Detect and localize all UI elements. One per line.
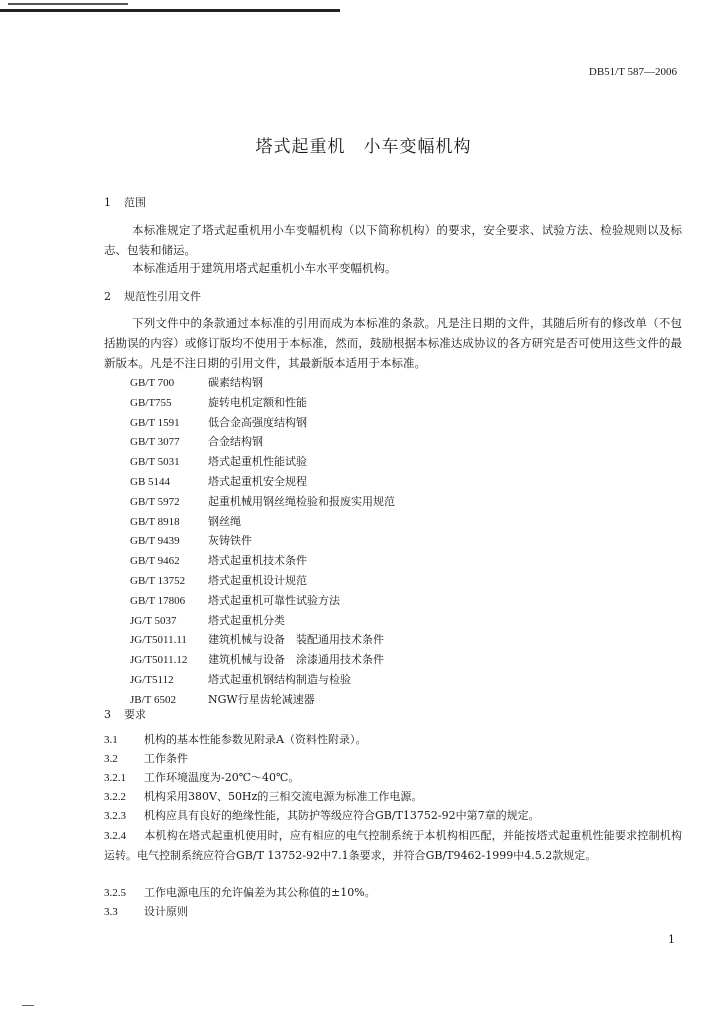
reference-code: JG/T 5037 <box>130 614 177 627</box>
clause-number: 3.2 <box>104 753 118 765</box>
clause-number: 3.3 <box>104 906 118 918</box>
section-heading-1 <box>104 194 146 210</box>
paragraph: 本标准规定了塔式起重机用小车变幅机构（以下简称机构）的要求，安全要求、试验方法、检验规则以及标志、包装和储运。 <box>104 223 682 257</box>
reference-code: GB/T 9439 <box>130 535 180 548</box>
reference-item <box>130 393 395 413</box>
clause-number: 3.1 <box>104 734 118 746</box>
reference-code: GB/T 700 <box>130 377 175 389</box>
clause-3-2-3 <box>104 807 540 823</box>
reference-item <box>130 591 395 611</box>
page-number: 1 <box>668 933 675 946</box>
reference-title: 合金结构钢 <box>208 435 263 449</box>
paragraph: 下列文件中的条款通过本标准的引用而成为本标准的条款。凡是注日期的文件，其随后所有的修改单（不包括勘误的内容）或修订版均不使用于本标准，然而，鼓励根据本标准达成协议的各方研究是否可使用这些文件的最新版本。凡是不注日期的引用文件，其最新版本适用于本标准。 <box>104 316 682 370</box>
reference-item <box>130 512 395 532</box>
reference-item <box>130 432 395 452</box>
clause-number: 3.2.3 <box>104 810 126 822</box>
reference-code: JB/T 6502 <box>130 693 176 706</box>
clause-text: 设计原则 <box>144 905 188 918</box>
reference-code: GB 5144 <box>130 475 171 488</box>
reference-item <box>130 373 395 393</box>
reference-title: 旋转电机定额和性能 <box>208 395 307 409</box>
reference-item <box>130 452 395 472</box>
clause-3-3 <box>104 903 188 919</box>
section-title: 规范性引用文件 <box>124 290 201 303</box>
reference-code: GB/T 8918 <box>130 515 180 528</box>
scan-artifact <box>0 9 340 12</box>
reference-code: JG/T5011.12 <box>130 654 188 667</box>
section-number: 3 <box>104 708 111 721</box>
clause-text: 工作电源电压的允许偏差为其公称值的±10%。 <box>144 886 376 899</box>
reference-code: GB/T 5972 <box>130 495 180 508</box>
clause-3-1 <box>104 731 366 747</box>
clause-text: 本机构在塔式起重机使用时，应有相应的电气控制系统于本机构相匹配，并能按塔式起重机性能要求控制机构运转。电气控制系统应符合GB/T 13752-92中7.1条要求，并符合GB/T9462-1999中4.5.2款规定。 <box>104 829 682 862</box>
reference-code: GB/T 9462 <box>130 555 180 568</box>
reference-item <box>130 531 395 551</box>
reference-code: GB/T 3077 <box>130 436 180 449</box>
reference-item <box>130 690 395 710</box>
reference-title: 塔式起重机钢结构制造与检验 <box>208 672 351 686</box>
reference-title: 塔式起重机安全规程 <box>208 474 307 488</box>
clause-text: 机构的基本性能参数见附录A（资料性附录）。 <box>144 733 367 746</box>
clause-3-2-4 <box>104 826 682 865</box>
reference-list <box>130 373 395 710</box>
clause-text: 机构采用380V、50Hz的三相交流电源为标准工作电源。 <box>144 790 423 803</box>
reference-title: 起重机械用钢丝绳检验和报废实用规范 <box>208 494 395 508</box>
section-title: 要求 <box>124 708 146 721</box>
clause-number: 3.2.4 <box>104 830 126 842</box>
reference-item <box>130 611 395 631</box>
reference-item <box>130 551 395 571</box>
section-title: 范围 <box>124 196 146 209</box>
reference-title: 碳素结构钢 <box>208 376 263 389</box>
reference-title: 低合金高强度结构钢 <box>208 415 307 429</box>
section-heading-3 <box>104 706 146 722</box>
reference-code: GB/T 17806 <box>130 594 186 607</box>
clause-number: 3.2.5 <box>104 887 126 899</box>
clause-3-2 <box>104 750 188 766</box>
paragraph: 本标准适用于建筑用塔式起重机小车水平变幅机构。 <box>132 261 397 275</box>
standard-number: DB51/T 587—2006 <box>588 66 677 78</box>
reference-code: GB/T 5031 <box>130 456 180 469</box>
clause-number: 3.2.1 <box>104 772 126 784</box>
reference-title: 塔式起重机可靠性试验方法 <box>208 593 340 607</box>
reference-title: 建筑机械与设备 涂漆通用技术条件 <box>208 653 384 667</box>
section-number: 2 <box>104 290 111 303</box>
reference-code: GB/T 1591 <box>130 416 180 429</box>
clause-3-2-2 <box>104 788 422 804</box>
reference-title: 钢丝绳 <box>208 514 241 528</box>
section-heading-2 <box>104 288 201 304</box>
reference-code: JG/T5011.11 <box>130 634 187 647</box>
reference-code: GB/T755 <box>130 396 172 409</box>
reference-item <box>130 472 395 492</box>
reference-item <box>130 650 395 670</box>
reference-title: 塔式起重机分类 <box>208 613 285 627</box>
reference-title: 塔式起重机技术条件 <box>208 554 307 568</box>
reference-item <box>130 630 395 650</box>
section-number: 1 <box>104 196 111 209</box>
reference-title: 灰铸铁件 <box>208 534 252 548</box>
clause-3-2-1 <box>104 769 299 785</box>
scan-artifact <box>22 1005 34 1006</box>
reference-code: JG/T5112 <box>130 673 174 686</box>
reference-title: 建筑机械与设备 装配通用技术条件 <box>208 633 384 647</box>
reference-title: NGW行星齿轮减速器 <box>208 692 315 706</box>
reference-item <box>130 413 395 433</box>
reference-title: 塔式起重机设计规范 <box>208 573 307 587</box>
clause-number: 3.2.2 <box>104 791 126 803</box>
reference-item <box>130 492 395 512</box>
reference-title: 塔式起重机性能试验 <box>208 455 307 469</box>
reference-code: GB/T 13752 <box>130 574 186 587</box>
reference-item <box>130 571 395 591</box>
scan-artifact <box>8 3 128 5</box>
clause-text: 机构应具有良好的绝缘性能，其防护等级应符合GB/T13752-92中第7章的规定。 <box>144 809 540 822</box>
clause-text: 工作条件 <box>144 752 188 765</box>
reference-item <box>130 670 395 690</box>
clause-text: 工作环境温度为-20℃～40℃。 <box>144 771 300 784</box>
page-title: 塔式起重机 小车变幅机构 <box>255 137 472 157</box>
clause-3-2-5 <box>104 884 376 900</box>
